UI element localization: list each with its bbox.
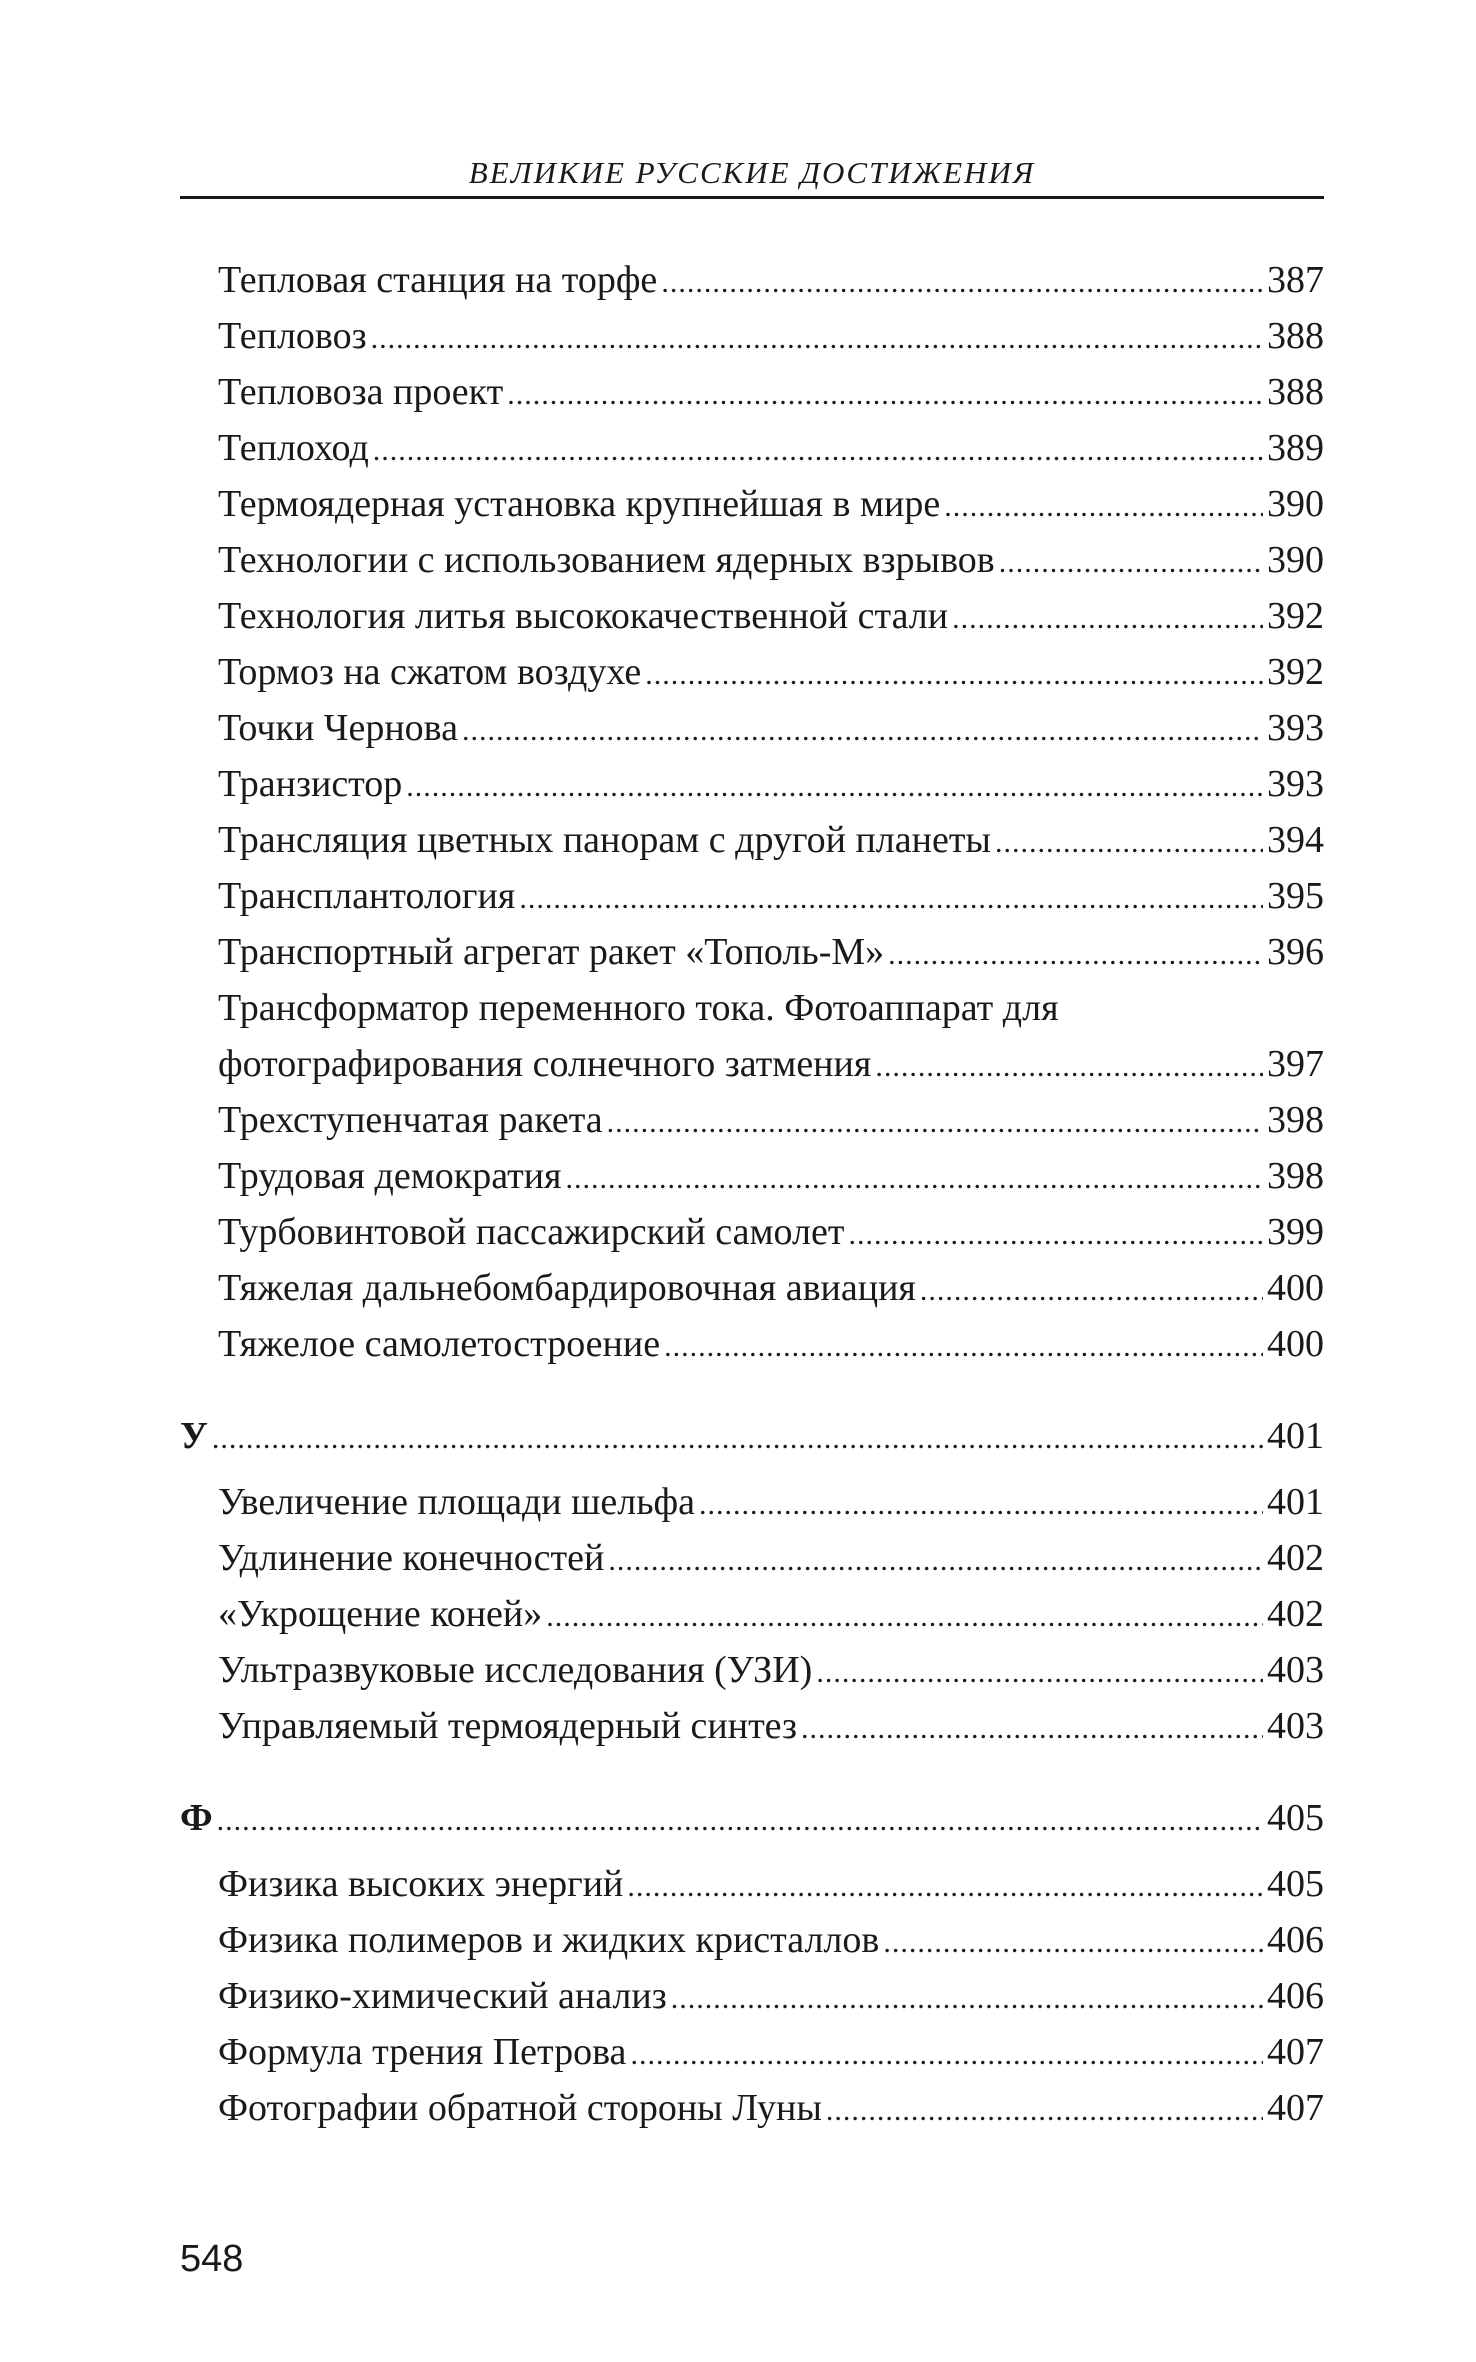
dot-leader	[627, 1856, 1263, 1915]
section-page: 405	[1267, 1797, 1324, 1839]
toc-entry[interactable]	[180, 812, 1324, 868]
toc-group-t	[180, 252, 1324, 980]
toc-entry-title: Точки Чернова	[218, 707, 458, 749]
toc-entry-page: 401	[1267, 1481, 1324, 1523]
toc-entry-title: Транспортный агрегат ракет «Тополь-М»	[218, 931, 885, 973]
toc-entry[interactable]	[180, 644, 1324, 700]
toc-entry-page: 388	[1267, 371, 1324, 413]
dot-leader	[373, 420, 1263, 479]
toc-entry-page: 398	[1267, 1099, 1324, 1141]
dot-leader	[826, 2080, 1263, 2139]
toc-entry-multiline[interactable]	[180, 980, 1324, 1092]
toc-entry-page: 392	[1267, 651, 1324, 693]
section-page: 401	[1267, 1415, 1324, 1457]
toc-entry-title: Управляемый термоядерный синтез	[218, 1705, 798, 1747]
dot-leader	[883, 1912, 1263, 1971]
dot-leader	[645, 644, 1263, 703]
toc-entry[interactable]	[180, 1092, 1324, 1148]
toc-entry	[180, 1036, 1324, 1092]
dot-leader	[699, 1474, 1263, 1533]
dot-leader	[999, 532, 1263, 591]
toc-entry[interactable]	[180, 924, 1324, 980]
toc-entry-title: Трехступенчатая ракета	[218, 1099, 603, 1141]
toc-entry-page: 403	[1267, 1649, 1324, 1691]
toc-entry-page: 402	[1267, 1593, 1324, 1635]
toc-entry-title: Формула трения Петрова	[218, 2031, 627, 2073]
toc-entry[interactable]	[180, 252, 1324, 308]
dot-leader	[519, 868, 1263, 927]
toc-entry-page: 393	[1267, 763, 1324, 805]
toc-entry[interactable]	[180, 2024, 1324, 2080]
toc-entry-page: 406	[1267, 1975, 1324, 2017]
section-letter: Ф	[180, 1797, 213, 1839]
toc-entry-page: 394	[1267, 819, 1324, 861]
toc-entry[interactable]	[180, 700, 1324, 756]
dot-leader	[566, 1148, 1263, 1207]
dot-leader	[848, 1204, 1263, 1263]
toc-entry-page: 407	[1267, 2087, 1324, 2129]
dot-leader	[920, 1260, 1263, 1319]
toc-entry[interactable]	[180, 1474, 1324, 1530]
running-title: ВЕЛИКИЕ РУССКИЕ ДОСТИЖЕНИЯ	[468, 155, 1036, 190]
toc-entry[interactable]	[180, 588, 1324, 644]
toc-entry-page: 407	[1267, 2031, 1324, 2073]
dot-leader	[630, 2024, 1263, 2083]
dot-leader	[952, 588, 1263, 647]
toc-entry-page: 400	[1267, 1267, 1324, 1309]
toc-entry-title: Физика высоких энергий	[218, 1863, 624, 1905]
toc-entry-title: Ультразвуковые исследования (УЗИ)	[218, 1649, 813, 1691]
toc-entry[interactable]	[180, 1586, 1324, 1642]
toc-entry-page: 399	[1267, 1211, 1324, 1253]
toc-entry-title: Тяжелая дальнебомбардировочная авиация	[218, 1267, 916, 1309]
toc-entry-title: Увеличение площади шельфа	[218, 1481, 696, 1523]
dot-leader	[995, 812, 1263, 871]
toc-entry-title: Тепловоз	[218, 315, 367, 357]
toc-entry[interactable]	[180, 420, 1324, 476]
toc-entry[interactable]	[180, 1642, 1324, 1698]
dot-leader	[875, 1036, 1263, 1095]
toc-entry-page: 388	[1267, 315, 1324, 357]
toc-entry[interactable]	[180, 1698, 1324, 1754]
toc-entry-title: Транзистор	[218, 763, 403, 805]
toc-entry-title: Трансплантология	[218, 875, 516, 917]
running-header	[180, 150, 1324, 199]
toc-entry-page: 396	[1267, 931, 1324, 973]
dot-leader	[507, 364, 1263, 423]
toc-group-f	[180, 1856, 1324, 2136]
toc-entry-page: 397	[1267, 1043, 1324, 1085]
toc-entry-title: Тепловая станция на торфе	[218, 259, 658, 301]
toc-entry[interactable]	[180, 2080, 1324, 2136]
toc-entry-title: Удлинение конечностей	[218, 1537, 605, 1579]
toc-entry-page: 400	[1267, 1323, 1324, 1365]
toc-entry-page: 402	[1267, 1537, 1324, 1579]
toc-entry[interactable]	[180, 364, 1324, 420]
dot-leader	[801, 1698, 1263, 1757]
dot-leader	[944, 476, 1263, 535]
dot-leader	[371, 308, 1263, 367]
toc-entry-page: 398	[1267, 1155, 1324, 1197]
toc-entry-page: 393	[1267, 707, 1324, 749]
toc-entry-title: Трансляция цветных панорам с другой планеты	[218, 819, 991, 861]
toc-entry-page: 403	[1267, 1705, 1324, 1747]
toc-entry-title: «Укрощение коней»	[218, 1593, 543, 1635]
toc-entry[interactable]	[180, 532, 1324, 588]
toc-entry-page: 406	[1267, 1919, 1324, 1961]
toc-entry-title: Трудовая демократия	[218, 1155, 562, 1197]
toc-entry-title: Тяжелое самолетостроение	[218, 1323, 661, 1365]
dot-leader	[462, 700, 1263, 759]
toc-entry[interactable]	[180, 1204, 1324, 1260]
toc-entry[interactable]	[180, 1316, 1324, 1372]
section-letter: У	[180, 1415, 208, 1457]
toc-section-f[interactable]	[180, 1790, 1324, 1846]
table-of-contents	[180, 252, 1324, 2136]
dot-leader	[546, 1586, 1263, 1645]
dot-leader	[212, 1408, 1263, 1467]
toc-entry-title-line2: фотографирования солнечного затмения	[218, 1043, 872, 1085]
toc-entry-title: Тормоз на сжатом воздухе	[218, 651, 642, 693]
dot-leader	[406, 756, 1263, 815]
toc-entry-title: Технология литья высококачественной стали	[218, 595, 949, 637]
toc-entry[interactable]	[180, 1912, 1324, 1968]
toc-entry-title: Физика полимеров и жидких кристаллов	[218, 1919, 880, 1961]
dot-leader	[217, 1790, 1263, 1849]
toc-entry[interactable]	[180, 1260, 1324, 1316]
toc-group-u	[180, 1474, 1324, 1754]
toc-entry-title-line1: Трансформатор переменного тока. Фотоаппарат для	[218, 987, 1059, 1029]
toc-entry[interactable]	[180, 868, 1324, 924]
toc-entry[interactable]	[180, 308, 1324, 364]
toc-entry-title: Тепловоза проект	[218, 371, 504, 413]
toc-entry-title: Технологии с использованием ядерных взрывов	[218, 539, 995, 581]
toc-entry-page: 390	[1267, 539, 1324, 581]
dot-leader	[607, 1092, 1263, 1151]
toc-entry-title: Фотографии обратной стороны Луны	[218, 2087, 822, 2129]
toc-entry-title: Турбовинтовой пассажирский самолет	[218, 1211, 845, 1253]
toc-entry[interactable]	[180, 1968, 1324, 2024]
dot-leader	[664, 1316, 1263, 1375]
toc-entry-title: Теплоход	[218, 427, 369, 469]
toc-entry[interactable]	[180, 1856, 1324, 1912]
dot-leader	[671, 1968, 1263, 2027]
toc-section-u[interactable]	[180, 1408, 1324, 1464]
toc-group-t2	[180, 1092, 1324, 1372]
toc-entry[interactable]	[180, 756, 1324, 812]
toc-entry-page: 389	[1267, 427, 1324, 469]
dot-leader	[608, 1530, 1263, 1589]
dot-leader	[888, 924, 1263, 983]
toc-entry-page: 405	[1267, 1863, 1324, 1905]
toc-entry-page: 387	[1267, 259, 1324, 301]
toc-entry[interactable]	[180, 1148, 1324, 1204]
toc-entry-page: 395	[1267, 875, 1324, 917]
toc-entry-title: Термоядерная установка крупнейшая в мире	[218, 483, 941, 525]
toc-entry[interactable]	[180, 1530, 1324, 1586]
toc-entry[interactable]	[180, 476, 1324, 532]
toc-entry-page: 390	[1267, 483, 1324, 525]
toc-entry-page: 392	[1267, 595, 1324, 637]
toc-entry-title: Физико-химический анализ	[218, 1975, 667, 2017]
page-number: 548	[180, 2238, 244, 2280]
dot-leader	[816, 1642, 1263, 1701]
dot-leader	[661, 252, 1263, 311]
